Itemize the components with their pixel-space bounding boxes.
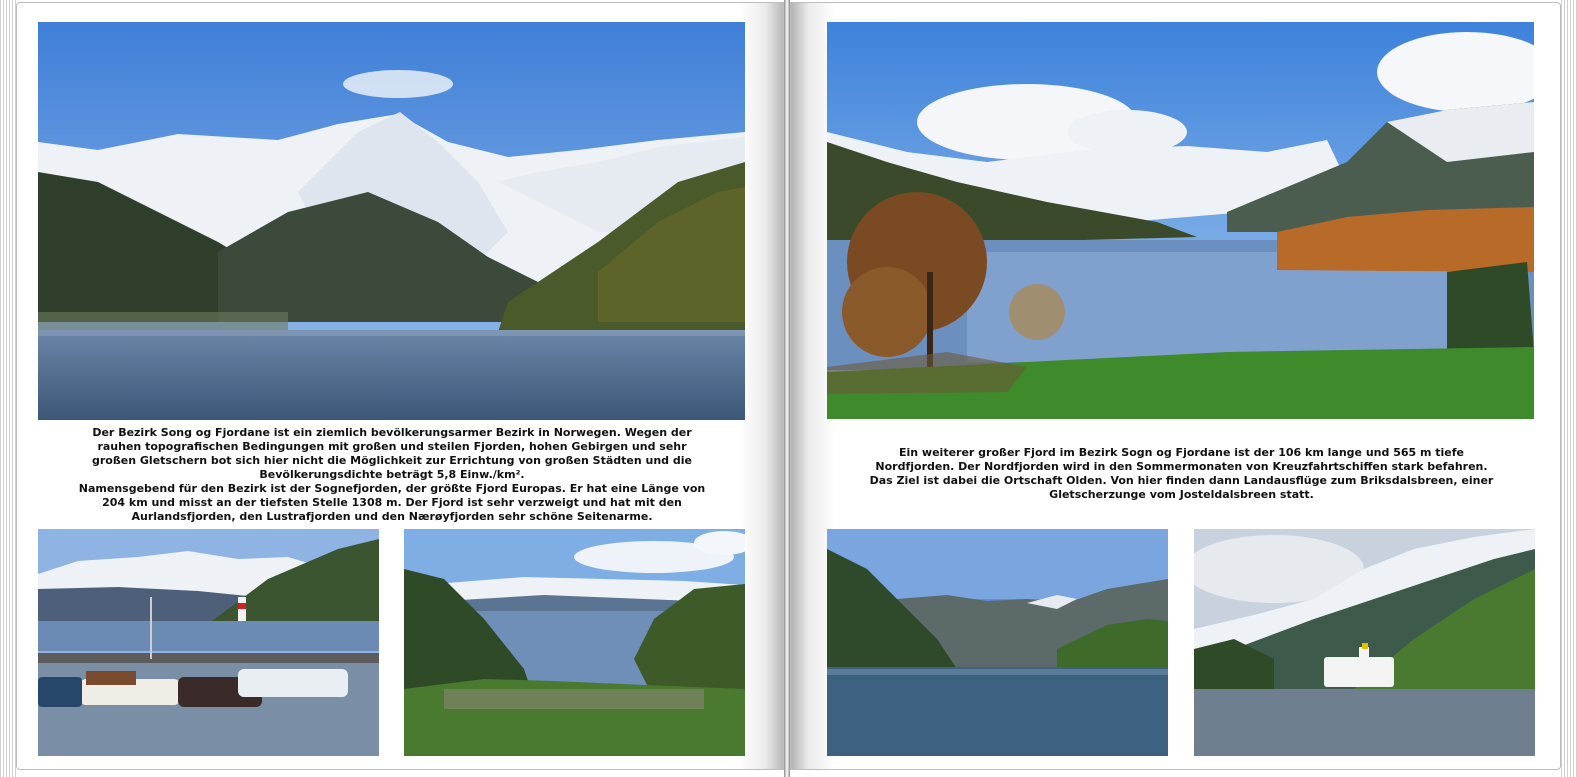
book-spine [784, 0, 790, 777]
page-edge-stack-right [1561, 0, 1577, 777]
gutter-shadow-left [739, 3, 783, 769]
photo-nordfjord-lake-autumn [827, 22, 1534, 419]
left-caption-paragraph-2: Namensgebend für den Bezirk ist der Sognefjorden, der größte Fjord Europas. Er hat eine Länge von 204 km und misst an der tiefsten Stelle 1308 m. Der Fjord ist sehr verzweigt und hat mit den Aurlandsfjorden, den Lustrafjorden und den Nærøyfjorden sehr schöne Seitenarme. [78, 482, 706, 523]
photo-sognefjord-mountains [38, 22, 745, 420]
photo-harbor-boats [38, 529, 379, 756]
photo-fjord-cliffs [827, 529, 1168, 756]
right-page-caption: Ein weiterer großer Fjord im Bezirk Sogn og Fjordane ist der 106 km lange und 565 m tiefe Nordfjorden. Der Nordfjorden wird in den Sommermonaten von Kreuzfahrtschiffen stark befahren. Das Ziel ist dabei die Ortschaft Olden. Von hier finden dann Landausflüge zum Briksdalsbreen, einer Gletscherzunge vom Josteldalsbreen statt. [869, 446, 1494, 501]
left-page-caption [76, 426, 708, 524]
left-caption-paragraph-1: Der Bezirk Song og Fjordane ist ein ziemlich bevölkerungsarmer Bezirk in Norwegen. Wegen der rauhen topografischen Bedingungen mit großen und steilen Fjorden, hohen Gebirgen und sehr großen Gletschern bot sich hier nicht die Möglichkeit zur Errichtung von großen Städten und die Bevölkerungsdichte beträgt 5,8 Einw./km². [92, 426, 692, 481]
photo-fjord-valley-village [404, 529, 745, 756]
photo-cruise-ship-olden [1194, 529, 1535, 756]
page-edge-stack-left [0, 0, 16, 777]
